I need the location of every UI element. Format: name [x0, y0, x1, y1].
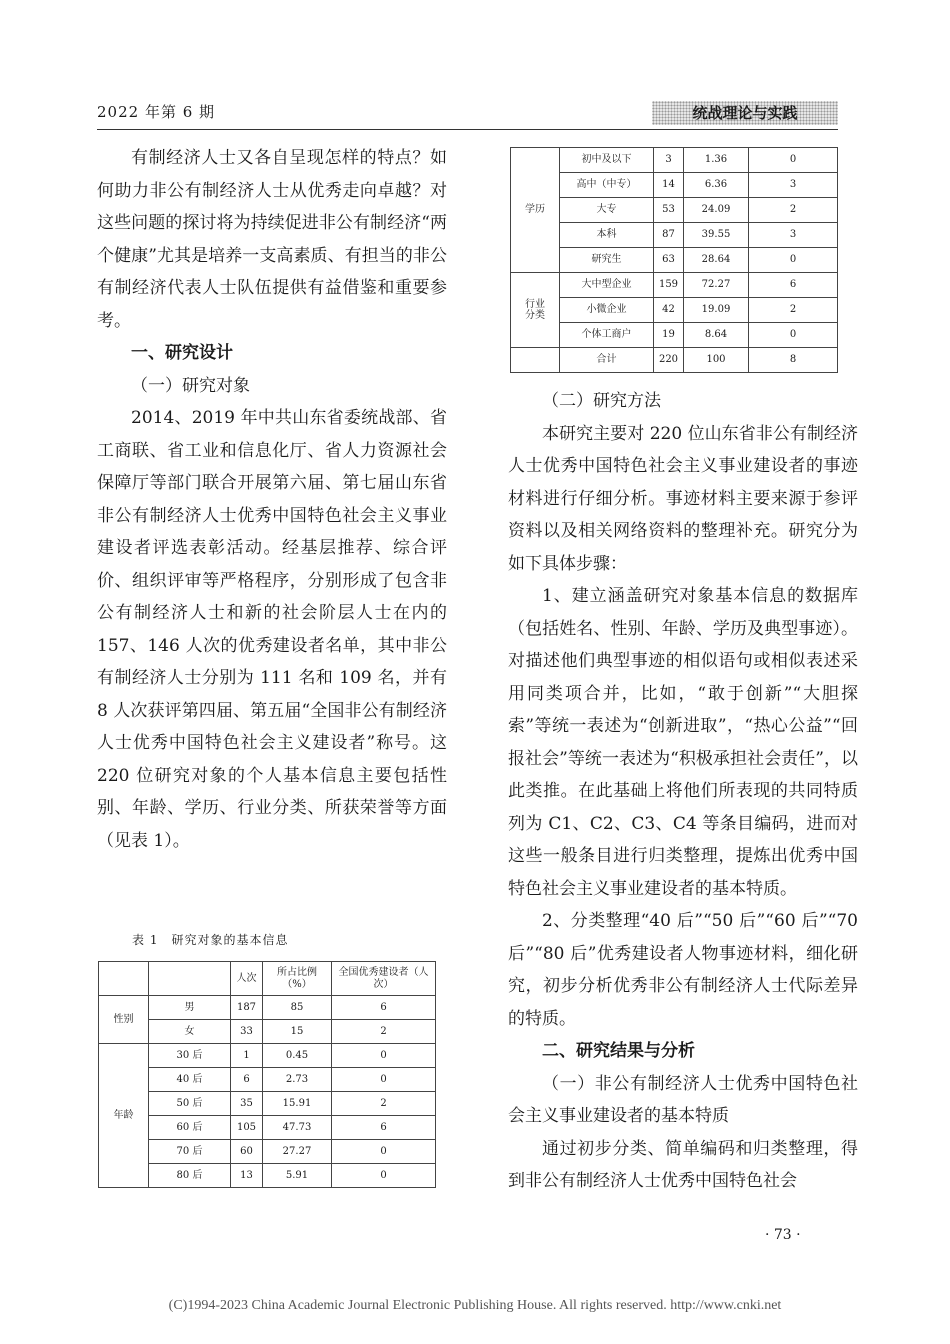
table-row	[99, 996, 436, 1020]
row-item: 高中（中专）	[560, 173, 654, 198]
subsection-heading-method: （二）研究方法	[542, 391, 661, 411]
table-total-row	[511, 348, 838, 373]
row-national: 0	[749, 248, 838, 273]
row-count: 13	[231, 1164, 263, 1188]
category-industry-line2: 分类	[525, 310, 545, 321]
category-industry-line1: 行业	[525, 298, 545, 310]
row-item: 60 后	[149, 1116, 231, 1140]
row-ratio: 27.27	[263, 1140, 332, 1164]
row-national: 2	[332, 1020, 436, 1044]
table-row	[511, 148, 838, 173]
row-count: 105	[231, 1116, 263, 1140]
header-rule	[97, 129, 838, 130]
category-education: 学历	[511, 148, 560, 273]
row-national: 0	[332, 1044, 436, 1068]
row-item: 70 后	[149, 1140, 231, 1164]
table-row	[99, 1116, 436, 1140]
row-ratio: 39.55	[684, 223, 749, 248]
table-row	[511, 223, 838, 248]
table-row	[99, 1068, 436, 1092]
row-national: 0	[332, 1068, 436, 1092]
copyright-footer: (C)1994-2023 China Academic Journal Electronic Publishing House. All rights reserved. http://www.cnki.net	[168, 1298, 782, 1313]
total-count: 220	[654, 348, 684, 373]
row-count: 53	[654, 198, 684, 223]
row-item: 研究生	[560, 248, 654, 273]
header-empty	[149, 962, 231, 996]
table-header-row	[99, 962, 436, 996]
row-count: 19	[654, 323, 684, 348]
row-national: 2	[749, 198, 838, 223]
row-national: 3	[749, 223, 838, 248]
header-national: 全国优秀建设者（人次）	[332, 962, 436, 996]
row-national: 0	[749, 323, 838, 348]
table-basic-info	[98, 961, 436, 1188]
row-item: 50 后	[149, 1092, 231, 1116]
subjects-paragraph: 2014、2019 年中共山东省委统战部、省工商联、省工业和信息化厅、省人力资源社会保障厅等部门联合开展第六届、第七届山东省非公有制经济人士优秀中国特色社会主义事业建设者评选表彰活动。经基层推荐、综合评价、组织评审等严格程序，分别形成了包含非公有制经济人士和新的社会阶层人士在内的 157、146 人次的优秀建设者名单，其中非公有制经济人士分别为 111 名和 109 名，并有 8 人次获评第四届、第五届“全国非公有制经济人士优秀中国特色社会主义建设者”称号。这 220 位研究对象的个人基本信息主要包括性别、年龄、学历、行业分类、所获荣誉等方面（见表 1）。	[97, 408, 447, 851]
row-ratio: 1.36	[684, 148, 749, 173]
row-count: 3	[654, 148, 684, 173]
row-item: 男	[149, 996, 231, 1020]
table-row	[511, 273, 838, 298]
row-ratio: 15.91	[263, 1092, 332, 1116]
row-count: 35	[231, 1092, 263, 1116]
row-ratio: 47.73	[263, 1116, 332, 1140]
row-item: 个体工商户	[560, 323, 654, 348]
row-count: 14	[654, 173, 684, 198]
row-item: 小微企业	[560, 298, 654, 323]
row-national: 3	[749, 173, 838, 198]
row-item: 女	[149, 1020, 231, 1044]
table-row	[99, 1092, 436, 1116]
row-ratio: 24.09	[684, 198, 749, 223]
row-national: 2	[332, 1092, 436, 1116]
method-paragraph: 本研究主要对 220 位山东省非公有制经济人士优秀中国特色社会主义事业建设者的事迹材料进行仔细分析。事迹材料主要来源于参评资料以及相关网络资料的整理补充。研究分为如下具体步骤：	[508, 423, 858, 574]
row-item: 大专	[560, 198, 654, 223]
intro-paragraph: 有制经济人士又各自呈现怎样的特点？如何助力非公有制经济人士从优秀走向卓越？对这些问题的探讨将为持续促进非公有制经济“两个健康”尤其是培养一支高素质、有担当的非公有制经济代表人士队伍提供有益借鉴和重要参考。	[97, 148, 447, 331]
total-label: 合计	[560, 348, 654, 373]
row-ratio: 6.36	[684, 173, 749, 198]
row-national: 6	[332, 996, 436, 1020]
row-ratio: 19.09	[684, 298, 749, 323]
row-ratio: 0.45	[263, 1044, 332, 1068]
issue-label: 2022 年第 6 期	[97, 103, 216, 121]
step1-paragraph: 1、建立涵盖研究对象基本信息的数据库（包括姓名、性别、年龄、学历及典型事迹）。对描述他们典型事迹的相似语句或相似表述采用同类项合并，比如，“敢于创新”“大胆探索”等统一表述为“创新进取”，“热心公益”“回报社会”等统一表述为“积极承担社会责任”，以此类推。在此基础上将他们所表现的共同特质列为 C1、C2、C3、C4 等条目编码，进而对这些一般条目进行归类整理，提炼出优秀中国特色社会主义事业建设者的基本特质。	[508, 586, 858, 899]
table-row	[511, 298, 838, 323]
table-row	[511, 323, 838, 348]
row-count: 33	[231, 1020, 263, 1044]
table-row	[99, 1140, 436, 1164]
row-ratio: 15	[263, 1020, 332, 1044]
table-row	[99, 1044, 436, 1068]
row-ratio: 28.64	[684, 248, 749, 273]
row-ratio: 5.91	[263, 1164, 332, 1188]
category-age: 年龄	[99, 1044, 149, 1188]
row-national: 6	[332, 1116, 436, 1140]
header-count: 人次	[231, 962, 263, 996]
journal-title: 统战理论与实践	[652, 101, 838, 125]
row-national: 6	[749, 273, 838, 298]
row-count: 60	[231, 1140, 263, 1164]
table-basic-info-continued	[510, 147, 838, 373]
category-industry	[511, 273, 560, 348]
right-column	[508, 385, 858, 1198]
row-count: 1	[231, 1044, 263, 1068]
traits-paragraph: 通过初步分类、简单编码和归类整理，得到非公有制经济人士优秀中国特色社会	[508, 1138, 858, 1191]
section-heading-results: 二、研究结果与分析	[542, 1041, 695, 1061]
row-item: 40 后	[149, 1068, 231, 1092]
total-empty	[511, 348, 560, 373]
row-item: 本科	[560, 223, 654, 248]
row-national: 0	[332, 1164, 436, 1188]
row-count: 6	[231, 1068, 263, 1092]
left-column	[97, 142, 447, 857]
row-national: 0	[332, 1140, 436, 1164]
table-row	[511, 248, 838, 273]
total-ratio: 100	[684, 348, 749, 373]
table-row	[511, 198, 838, 223]
row-ratio: 2.73	[263, 1068, 332, 1092]
category-gender: 性别	[99, 996, 149, 1044]
section-heading-design: 一、研究设计	[131, 343, 233, 363]
header-empty	[99, 962, 149, 996]
subsection-heading-traits: （一）非公有制经济人士优秀中国特色社会主义事业建设者的基本特质	[508, 1073, 858, 1126]
row-national: 2	[749, 298, 838, 323]
header-ratio: 所占比例（%）	[263, 962, 332, 996]
row-count: 63	[654, 248, 684, 273]
row-count: 42	[654, 298, 684, 323]
row-item: 80 后	[149, 1164, 231, 1188]
table-row	[99, 1164, 436, 1188]
row-count: 159	[654, 273, 684, 298]
row-national: 0	[749, 148, 838, 173]
page-number: · 73 ·	[765, 1227, 801, 1243]
row-item: 30 后	[149, 1044, 231, 1068]
subsection-heading-subjects: （一）研究对象	[131, 375, 250, 396]
row-count: 187	[231, 996, 263, 1020]
row-item: 大中型企业	[560, 273, 654, 298]
table-row	[511, 173, 838, 198]
table-row	[99, 1020, 436, 1044]
row-count: 87	[654, 223, 684, 248]
row-ratio: 8.64	[684, 323, 749, 348]
row-ratio: 72.27	[684, 273, 749, 298]
total-national: 8	[749, 348, 838, 373]
row-ratio: 85	[263, 996, 332, 1020]
table-caption: 表 1 研究对象的基本信息	[132, 933, 289, 947]
step2-paragraph: 2、分类整理“40 后”“50 后”“60 后”“70 后”“80 后”优秀建设者人物事迹材料，细化研究，初步分析优秀非公有制经济人士代际差异的特质。	[508, 911, 858, 1029]
row-item: 初中及以下	[560, 148, 654, 173]
